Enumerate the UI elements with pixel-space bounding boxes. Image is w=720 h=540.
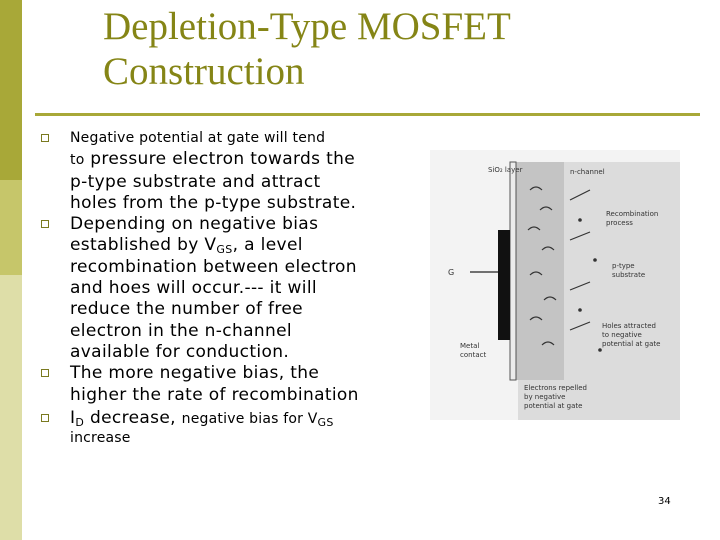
label-holes-2: to negative [602,331,642,339]
bullet-square-icon [41,414,49,422]
bullet-square-icon [41,220,49,228]
bullet-item-3 [40,363,410,406]
n-channel-region [514,162,564,380]
hole-dot [593,258,597,262]
bullet-4-line-2: increase [70,430,131,447]
mosfet-construction-figure [430,150,680,420]
label-gate: G [448,268,455,277]
title-line-2: Construction [103,50,305,93]
label-recomb: Recombination [606,210,659,218]
label-holes: Holes attracted [602,322,656,330]
hole-dot [598,348,602,352]
bullet-2-line-2 [70,235,410,256]
negative-bias-text: negative bias for V [181,410,318,427]
bullet-square-icon [41,369,49,377]
bullet-item-2 [40,214,410,363]
bullet-1-line-3: p-type substrate and attract [70,171,321,192]
decrease-text: decrease, [84,407,182,428]
bullet-2-line-7: available for conduction. [70,341,290,362]
left-accent-bar [0,0,22,540]
page-number: 34 [658,496,671,507]
metal-gate-contact [498,230,510,340]
label-holes-3: potential at gate [602,340,661,348]
bullet-1-line-2 [70,149,410,171]
sio2-layer [510,162,516,380]
bullet-2-line-4: and hoes will occur.--- it will [70,278,317,299]
label-substrate-2: substrate [612,271,646,279]
label-substrate: p-type [612,262,635,270]
title-line-1: Depletion-Type MOSFET [103,5,511,48]
label-metal-2: contact [460,351,487,359]
bullet-1-to: to [70,152,85,169]
bullet-2-line-5: reduce the number of free [70,299,303,320]
vgs-subscript: GS [216,243,233,257]
bullet-3-line-2: higher the rate of recombination [70,384,359,405]
label-nchannel: n-channel [570,168,605,176]
bullet-1-line-4: holes from the p-type substrate. [70,192,357,213]
label-sio2: SiO₂ layer [488,166,523,174]
accent-bar-mid [0,180,22,275]
bullet-2-line-2b: , a level [232,235,303,256]
bullet-4-line-1 [70,408,410,430]
id-symbol: I [70,407,76,428]
bullet-list [40,128,410,447]
bullet-1-line-2-text: pressure electron towards the [84,149,356,170]
bullet-item-4 [40,408,410,447]
accent-bar-dark [0,0,22,180]
vgs-subscript-2: GS [317,415,334,429]
bullet-2-line-1: Depending on negative bias [70,214,319,235]
title-divider [35,113,700,116]
bullet-1-line-1: Negative potential at gate will tend [70,130,326,146]
label-metal: Metal [460,342,480,350]
label-electrons-3: potential at gate [524,402,583,410]
bullet-2-line-6: electron in the n-channel [70,320,292,341]
bullet-item-1 [40,128,410,214]
accent-bar-light [0,275,22,540]
bullet-2-line-3: recombination between electron [70,256,357,277]
label-electrons-2: by negative [524,393,566,401]
slide-title [103,4,663,94]
bullet-square-icon [41,134,49,142]
hole-dot [578,308,582,312]
label-recomb-b: process [606,219,633,227]
id-subscript: D [75,415,85,429]
hole-dot [578,218,582,222]
bullet-2-line-2a: established by V [70,235,217,256]
bullet-3-line-1: The more negative bias, the [70,363,320,384]
label-electrons: Electrons repelled [524,384,588,392]
